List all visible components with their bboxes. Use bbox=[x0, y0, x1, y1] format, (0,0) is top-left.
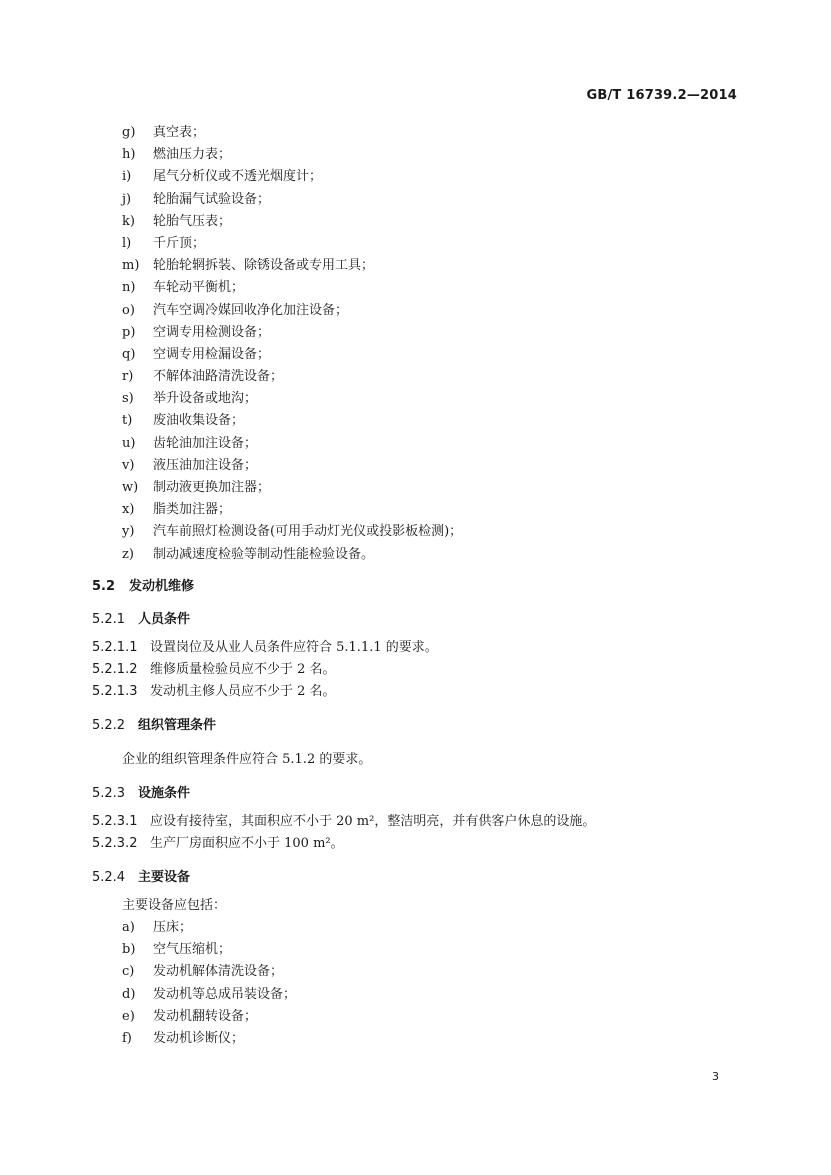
list-item: r) 不解体油路清洗设备； bbox=[122, 369, 284, 385]
list-item: q) 空调专用检漏设备； bbox=[122, 346, 271, 362]
equipment-list-top bbox=[92, 122, 752, 566]
list-item: s) 举升设备或地沟； bbox=[122, 391, 258, 407]
list-item: m) 轮胎轮辋拆装、除锈设备或专用工具； bbox=[122, 258, 375, 274]
list-item: o) 汽车空调冷媒回收净化加注设备； bbox=[122, 302, 349, 318]
list-item: i) 尾气分析仪或不透光烟度计； bbox=[122, 169, 323, 185]
list-item: f) 发动机诊断仪； bbox=[122, 1030, 245, 1046]
section-heading-5-2-3: 5.2.3 设施条件 bbox=[92, 785, 191, 801]
standard-code: GB/T 16739.2—2014 bbox=[586, 88, 737, 103]
clause-5-2-3-1: 5.2.3.1 应设有接待室，其面积应不小于 20 m²，整洁明亮，并有供客户休息的设施。 bbox=[92, 813, 596, 829]
list-item: k) 轮胎气压表； bbox=[122, 213, 232, 229]
list-item: a) 压床； bbox=[122, 919, 193, 935]
list-item: d) 发动机等总成吊装设备； bbox=[122, 986, 297, 1002]
equipment-list-bottom bbox=[92, 917, 752, 1050]
section-heading-5-2-2: 5.2.2 组织管理条件 bbox=[92, 717, 217, 733]
paragraph-5-2-2: 企业的组织管理条件应符合 5.1.2 的要求。 bbox=[122, 751, 372, 767]
clause-5-2-3-2: 5.2.3.2 生产厂房面积应不小于 100 m²。 bbox=[92, 835, 344, 851]
list-item: u) 齿轮油加注设备； bbox=[122, 435, 258, 451]
list-item: p) 空调专用检测设备； bbox=[122, 324, 271, 340]
section-heading-5-2-4: 5.2.4 主要设备 bbox=[92, 869, 191, 885]
list-item: n) 车轮动平衡机； bbox=[122, 280, 245, 296]
clause-5-2-1-1: 5.2.1.1 设置岗位及从业人员条件应符合 5.1.1.1 的要求。 bbox=[92, 639, 438, 655]
section-heading-5-2: 5.2 发动机维修 bbox=[92, 578, 195, 594]
clause-5-2-1-2: 5.2.1.2 维修质量检验员应不少于 2 名。 bbox=[92, 661, 336, 677]
list-item: t) 废油收集设备； bbox=[122, 413, 245, 429]
document-body bbox=[92, 122, 752, 1050]
list-item: y) 汽车前照灯检测设备(可用手动灯光仪或投影板检测)； bbox=[122, 524, 463, 540]
list-item: z) 制动减速度检验等制动性能检验设备。 bbox=[122, 546, 375, 562]
section-heading-5-2-1: 5.2.1 人员条件 bbox=[92, 611, 191, 627]
list-item: h) 燃油压力表； bbox=[122, 147, 232, 163]
page-number: 3 bbox=[712, 1070, 719, 1083]
list-item: w) 制动液更换加注器； bbox=[122, 480, 271, 495]
list-item: l) 千斤顶； bbox=[122, 235, 206, 251]
list-item: v) 液压油加注设备； bbox=[122, 457, 258, 473]
list-item: e) 发动机翻转设备； bbox=[122, 1008, 258, 1024]
list-item: b) 空气压缩机； bbox=[122, 942, 232, 958]
list-item: x) 脂类加注器； bbox=[122, 502, 232, 518]
list-item: g) 真空表； bbox=[122, 125, 206, 140]
list-item: c) 发动机解体清洗设备； bbox=[122, 964, 284, 980]
list-item: j) 轮胎漏气试验设备； bbox=[122, 191, 271, 207]
paragraph-5-2-4: 主要设备应包括： bbox=[122, 897, 227, 913]
clause-5-2-1-3: 5.2.1.3 发动机主修人员应不少于 2 名。 bbox=[92, 683, 336, 699]
